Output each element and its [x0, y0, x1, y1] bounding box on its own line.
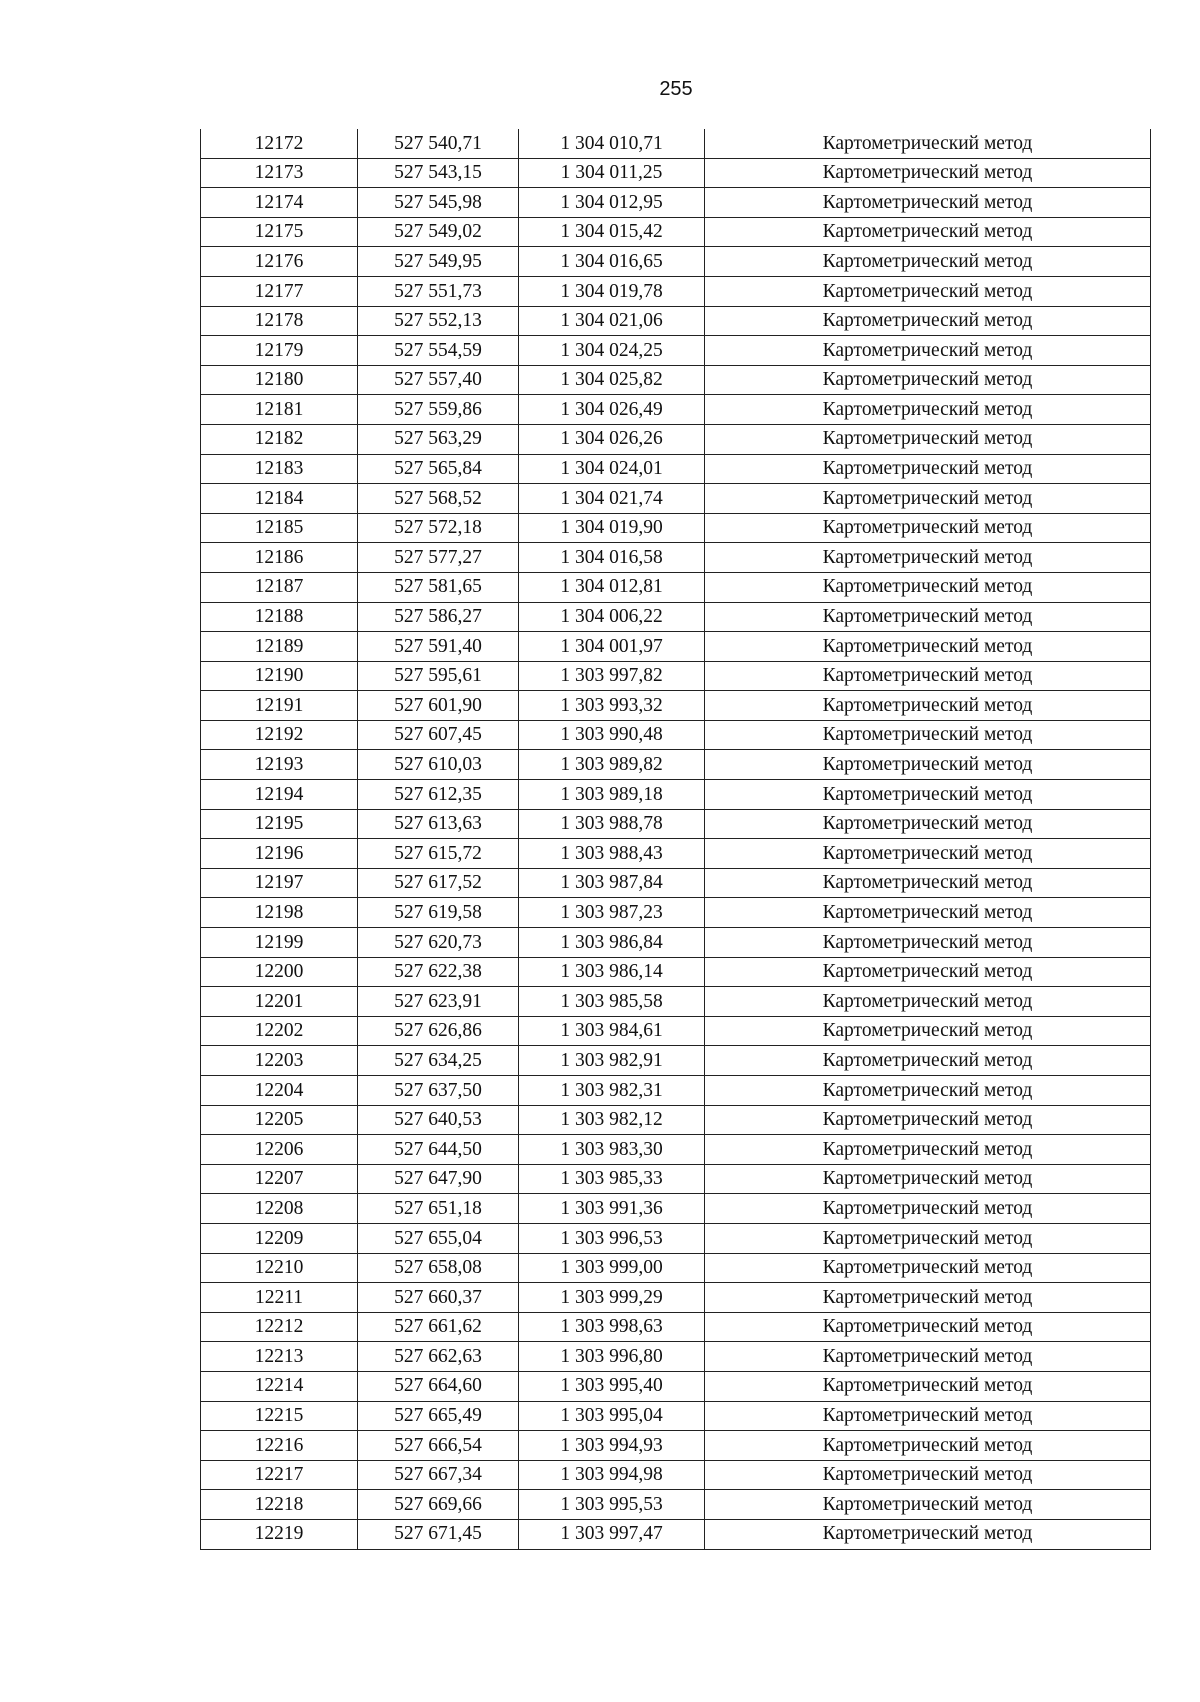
y-coordinate-cell: 1 304 016,65: [519, 247, 705, 277]
x-coordinate-cell: 527 565,84: [358, 454, 519, 484]
x-coordinate-cell: 527 617,52: [358, 868, 519, 898]
x-coordinate-cell: 527 545,98: [358, 188, 519, 218]
point-number-cell: 12218: [201, 1490, 358, 1520]
point-number-cell: 12214: [201, 1371, 358, 1401]
point-number-cell: 12219: [201, 1519, 358, 1549]
y-coordinate-cell: 1 303 996,53: [519, 1223, 705, 1253]
method-cell: Картометрический метод: [705, 720, 1151, 750]
table-row: [201, 1401, 1151, 1431]
point-number-cell: 12185: [201, 513, 358, 543]
y-coordinate-cell: 1 303 986,84: [519, 928, 705, 958]
method-cell: Картометрический метод: [705, 1431, 1151, 1461]
point-number-cell: 12200: [201, 957, 358, 987]
x-coordinate-cell: 527 591,40: [358, 632, 519, 662]
table-row: [201, 454, 1151, 484]
y-coordinate-cell: 1 303 999,00: [519, 1253, 705, 1283]
method-cell: Картометрический метод: [705, 928, 1151, 958]
method-cell: Картометрический метод: [705, 1135, 1151, 1165]
x-coordinate-cell: 527 640,53: [358, 1105, 519, 1135]
y-coordinate-cell: 1 304 012,81: [519, 572, 705, 602]
table-row: [201, 1164, 1151, 1194]
x-coordinate-cell: 527 595,61: [358, 661, 519, 691]
table-row: [201, 1223, 1151, 1253]
y-coordinate-cell: 1 304 026,26: [519, 424, 705, 454]
method-cell: Картометрический метод: [705, 395, 1151, 425]
x-coordinate-cell: 527 662,63: [358, 1342, 519, 1372]
table-row: [201, 572, 1151, 602]
table-row: [201, 395, 1151, 425]
method-cell: Картометрический метод: [705, 513, 1151, 543]
method-cell: Картометрический метод: [705, 1076, 1151, 1106]
point-number-cell: 12211: [201, 1283, 358, 1313]
table-row: [201, 1460, 1151, 1490]
table-row: [201, 957, 1151, 987]
y-coordinate-cell: 1 304 021,06: [519, 306, 705, 336]
y-coordinate-cell: 1 303 989,18: [519, 780, 705, 810]
method-cell: Картометрический метод: [705, 1312, 1151, 1342]
table-row: [201, 602, 1151, 632]
point-number-cell: 12188: [201, 602, 358, 632]
x-coordinate-cell: 527 658,08: [358, 1253, 519, 1283]
table-row: [201, 691, 1151, 721]
method-cell: Картометрический метод: [705, 809, 1151, 839]
y-coordinate-cell: 1 303 990,48: [519, 720, 705, 750]
x-coordinate-cell: 527 551,73: [358, 276, 519, 306]
x-coordinate-cell: 527 664,60: [358, 1371, 519, 1401]
point-number-cell: 12195: [201, 809, 358, 839]
method-cell: Картометрический метод: [705, 750, 1151, 780]
point-number-cell: 12194: [201, 780, 358, 810]
y-coordinate-cell: 1 303 991,36: [519, 1194, 705, 1224]
point-number-cell: 12206: [201, 1135, 358, 1165]
method-cell: Картометрический метод: [705, 868, 1151, 898]
x-coordinate-cell: 527 660,37: [358, 1283, 519, 1313]
table-row: [201, 987, 1151, 1017]
method-cell: Картометрический метод: [705, 691, 1151, 721]
x-coordinate-cell: 527 619,58: [358, 898, 519, 928]
page-number: 255: [659, 78, 693, 100]
point-number-cell: 12189: [201, 632, 358, 662]
x-coordinate-cell: 527 577,27: [358, 543, 519, 573]
y-coordinate-cell: 1 303 986,14: [519, 957, 705, 987]
x-coordinate-cell: 527 626,86: [358, 1016, 519, 1046]
point-number-cell: 12205: [201, 1105, 358, 1135]
x-coordinate-cell: 527 669,66: [358, 1490, 519, 1520]
method-cell: Картометрический метод: [705, 365, 1151, 395]
y-coordinate-cell: 1 303 985,33: [519, 1164, 705, 1194]
point-number-cell: 12191: [201, 691, 358, 721]
point-number-cell: 12186: [201, 543, 358, 573]
table-row: [201, 276, 1151, 306]
y-coordinate-cell: 1 304 011,25: [519, 158, 705, 188]
y-coordinate-cell: 1 304 016,58: [519, 543, 705, 573]
method-cell: Картометрический метод: [705, 987, 1151, 1017]
point-number-cell: 12196: [201, 839, 358, 869]
point-number-cell: 12174: [201, 188, 358, 218]
method-cell: Картометрический метод: [705, 129, 1151, 158]
x-coordinate-cell: 527 622,38: [358, 957, 519, 987]
y-coordinate-cell: 1 303 995,04: [519, 1401, 705, 1431]
x-coordinate-cell: 527 543,15: [358, 158, 519, 188]
method-cell: Картометрический метод: [705, 602, 1151, 632]
x-coordinate-cell: 527 661,62: [358, 1312, 519, 1342]
x-coordinate-cell: 527 540,71: [358, 129, 519, 158]
y-coordinate-cell: 1 304 015,42: [519, 217, 705, 247]
method-cell: Картометрический метод: [705, 632, 1151, 662]
method-cell: Картометрический метод: [705, 158, 1151, 188]
point-number-cell: 12204: [201, 1076, 358, 1106]
x-coordinate-cell: 527 620,73: [358, 928, 519, 958]
x-coordinate-cell: 527 557,40: [358, 365, 519, 395]
method-cell: Картометрический метод: [705, 217, 1151, 247]
table-row: [201, 188, 1151, 218]
coordinates-table: [200, 129, 1151, 1550]
point-number-cell: 12183: [201, 454, 358, 484]
table-row: [201, 424, 1151, 454]
table-row: [201, 247, 1151, 277]
method-cell: Картометрический метод: [705, 188, 1151, 218]
x-coordinate-cell: 527 666,54: [358, 1431, 519, 1461]
y-coordinate-cell: 1 303 984,61: [519, 1016, 705, 1046]
point-number-cell: 12180: [201, 365, 358, 395]
x-coordinate-cell: 527 601,90: [358, 691, 519, 721]
y-coordinate-cell: 1 304 024,25: [519, 336, 705, 366]
method-cell: Картометрический метод: [705, 1283, 1151, 1313]
y-coordinate-cell: 1 303 982,12: [519, 1105, 705, 1135]
method-cell: Картометрический метод: [705, 661, 1151, 691]
x-coordinate-cell: 527 581,65: [358, 572, 519, 602]
y-coordinate-cell: 1 303 994,93: [519, 1431, 705, 1461]
y-coordinate-cell: 1 303 999,29: [519, 1283, 705, 1313]
method-cell: Картометрический метод: [705, 1253, 1151, 1283]
table-row: [201, 306, 1151, 336]
method-cell: Картометрический метод: [705, 1342, 1151, 1372]
method-cell: Картометрический метод: [705, 1460, 1151, 1490]
point-number-cell: 12198: [201, 898, 358, 928]
point-number-cell: 12190: [201, 661, 358, 691]
method-cell: Картометрический метод: [705, 1519, 1151, 1549]
point-number-cell: 12176: [201, 247, 358, 277]
point-number-cell: 12197: [201, 868, 358, 898]
method-cell: Картометрический метод: [705, 1046, 1151, 1076]
y-coordinate-cell: 1 304 001,97: [519, 632, 705, 662]
point-number-cell: 12213: [201, 1342, 358, 1372]
y-coordinate-cell: 1 304 006,22: [519, 602, 705, 632]
method-cell: Картометрический метод: [705, 1401, 1151, 1431]
table-row: [201, 513, 1151, 543]
table-row: [201, 898, 1151, 928]
table-row: [201, 1371, 1151, 1401]
x-coordinate-cell: 527 549,02: [358, 217, 519, 247]
point-number-cell: 12184: [201, 484, 358, 514]
method-cell: Картометрический метод: [705, 898, 1151, 928]
point-number-cell: 12208: [201, 1194, 358, 1224]
method-cell: Картометрический метод: [705, 957, 1151, 987]
method-cell: Картометрический метод: [705, 484, 1151, 514]
y-coordinate-cell: 1 303 995,40: [519, 1371, 705, 1401]
method-cell: Картометрический метод: [705, 247, 1151, 277]
y-coordinate-cell: 1 303 994,98: [519, 1460, 705, 1490]
table-row: [201, 928, 1151, 958]
table-row: [201, 365, 1151, 395]
point-number-cell: 12175: [201, 217, 358, 247]
y-coordinate-cell: 1 303 988,43: [519, 839, 705, 869]
method-cell: Картометрический метод: [705, 1164, 1151, 1194]
table-row: [201, 1105, 1151, 1135]
table-row: [201, 1431, 1151, 1461]
x-coordinate-cell: 527 572,18: [358, 513, 519, 543]
x-coordinate-cell: 527 559,86: [358, 395, 519, 425]
table-row: [201, 129, 1151, 158]
point-number-cell: 12193: [201, 750, 358, 780]
y-coordinate-cell: 1 303 997,47: [519, 1519, 705, 1549]
y-coordinate-cell: 1 304 026,49: [519, 395, 705, 425]
point-number-cell: 12207: [201, 1164, 358, 1194]
x-coordinate-cell: 527 647,90: [358, 1164, 519, 1194]
x-coordinate-cell: 527 586,27: [358, 602, 519, 632]
point-number-cell: 12212: [201, 1312, 358, 1342]
y-coordinate-cell: 1 303 982,31: [519, 1076, 705, 1106]
x-coordinate-cell: 527 612,35: [358, 780, 519, 810]
point-number-cell: 12182: [201, 424, 358, 454]
point-number-cell: 12201: [201, 987, 358, 1017]
point-number-cell: 12202: [201, 1016, 358, 1046]
coordinates-table-body: [201, 129, 1151, 1549]
method-cell: Картометрический метод: [705, 1016, 1151, 1046]
table-row: [201, 1342, 1151, 1372]
x-coordinate-cell: 527 552,13: [358, 306, 519, 336]
point-number-cell: 12178: [201, 306, 358, 336]
method-cell: Картометрический метод: [705, 454, 1151, 484]
table-row: [201, 1253, 1151, 1283]
point-number-cell: 12210: [201, 1253, 358, 1283]
point-number-cell: 12209: [201, 1223, 358, 1253]
point-number-cell: 12187: [201, 572, 358, 602]
y-coordinate-cell: 1 303 988,78: [519, 809, 705, 839]
method-cell: Картометрический метод: [705, 306, 1151, 336]
method-cell: Картометрический метод: [705, 336, 1151, 366]
point-number-cell: 12192: [201, 720, 358, 750]
table-row: [201, 661, 1151, 691]
table-row: [201, 750, 1151, 780]
table-row: [201, 336, 1151, 366]
method-cell: Картометрический метод: [705, 839, 1151, 869]
table-row: [201, 1490, 1151, 1520]
point-number-cell: 12172: [201, 129, 358, 158]
table-row: [201, 1016, 1151, 1046]
table-row: [201, 1076, 1151, 1106]
table-row: [201, 868, 1151, 898]
table-row: [201, 1312, 1151, 1342]
table-row: [201, 217, 1151, 247]
point-number-cell: 12217: [201, 1460, 358, 1490]
table-row: [201, 632, 1151, 662]
method-cell: Картометрический метод: [705, 1371, 1151, 1401]
point-number-cell: 12181: [201, 395, 358, 425]
x-coordinate-cell: 527 651,18: [358, 1194, 519, 1224]
x-coordinate-cell: 527 549,95: [358, 247, 519, 277]
y-coordinate-cell: 1 303 996,80: [519, 1342, 705, 1372]
y-coordinate-cell: 1 303 985,58: [519, 987, 705, 1017]
x-coordinate-cell: 527 554,59: [358, 336, 519, 366]
y-coordinate-cell: 1 303 993,32: [519, 691, 705, 721]
x-coordinate-cell: 527 613,63: [358, 809, 519, 839]
y-coordinate-cell: 1 304 021,74: [519, 484, 705, 514]
y-coordinate-cell: 1 304 024,01: [519, 454, 705, 484]
point-number-cell: 12215: [201, 1401, 358, 1431]
method-cell: Картометрический метод: [705, 1105, 1151, 1135]
method-cell: Картометрический метод: [705, 276, 1151, 306]
method-cell: Картометрический метод: [705, 1223, 1151, 1253]
method-cell: Картометрический метод: [705, 1194, 1151, 1224]
table-row: [201, 158, 1151, 188]
table-row: [201, 543, 1151, 573]
table-row: [201, 839, 1151, 869]
x-coordinate-cell: 527 671,45: [358, 1519, 519, 1549]
table-row: [201, 484, 1151, 514]
x-coordinate-cell: 527 644,50: [358, 1135, 519, 1165]
table-row: [201, 1135, 1151, 1165]
x-coordinate-cell: 527 665,49: [358, 1401, 519, 1431]
y-coordinate-cell: 1 303 987,84: [519, 868, 705, 898]
table-row: [201, 1194, 1151, 1224]
y-coordinate-cell: 1 303 998,63: [519, 1312, 705, 1342]
point-number-cell: 12179: [201, 336, 358, 366]
y-coordinate-cell: 1 303 997,82: [519, 661, 705, 691]
x-coordinate-cell: 527 655,04: [358, 1223, 519, 1253]
x-coordinate-cell: 527 610,03: [358, 750, 519, 780]
method-cell: Картометрический метод: [705, 1490, 1151, 1520]
y-coordinate-cell: 1 303 995,53: [519, 1490, 705, 1520]
method-cell: Картометрический метод: [705, 780, 1151, 810]
y-coordinate-cell: 1 303 989,82: [519, 750, 705, 780]
point-number-cell: 12216: [201, 1431, 358, 1461]
method-cell: Картометрический метод: [705, 424, 1151, 454]
x-coordinate-cell: 527 667,34: [358, 1460, 519, 1490]
y-coordinate-cell: 1 303 987,23: [519, 898, 705, 928]
x-coordinate-cell: 527 615,72: [358, 839, 519, 869]
x-coordinate-cell: 527 568,52: [358, 484, 519, 514]
y-coordinate-cell: 1 304 025,82: [519, 365, 705, 395]
y-coordinate-cell: 1 304 019,90: [519, 513, 705, 543]
x-coordinate-cell: 527 563,29: [358, 424, 519, 454]
point-number-cell: 12177: [201, 276, 358, 306]
y-coordinate-cell: 1 304 019,78: [519, 276, 705, 306]
x-coordinate-cell: 527 637,50: [358, 1076, 519, 1106]
table-row: [201, 1283, 1151, 1313]
y-coordinate-cell: 1 304 010,71: [519, 129, 705, 158]
table-row: [201, 1046, 1151, 1076]
y-coordinate-cell: 1 303 983,30: [519, 1135, 705, 1165]
point-number-cell: 12173: [201, 158, 358, 188]
y-coordinate-cell: 1 304 012,95: [519, 188, 705, 218]
method-cell: Картометрический метод: [705, 543, 1151, 573]
table-row: [201, 809, 1151, 839]
x-coordinate-cell: 527 623,91: [358, 987, 519, 1017]
point-number-cell: 12199: [201, 928, 358, 958]
table-row: [201, 720, 1151, 750]
y-coordinate-cell: 1 303 982,91: [519, 1046, 705, 1076]
x-coordinate-cell: 527 607,45: [358, 720, 519, 750]
table-row: [201, 780, 1151, 810]
method-cell: Картометрический метод: [705, 572, 1151, 602]
table-row: [201, 1519, 1151, 1549]
point-number-cell: 12203: [201, 1046, 358, 1076]
x-coordinate-cell: 527 634,25: [358, 1046, 519, 1076]
